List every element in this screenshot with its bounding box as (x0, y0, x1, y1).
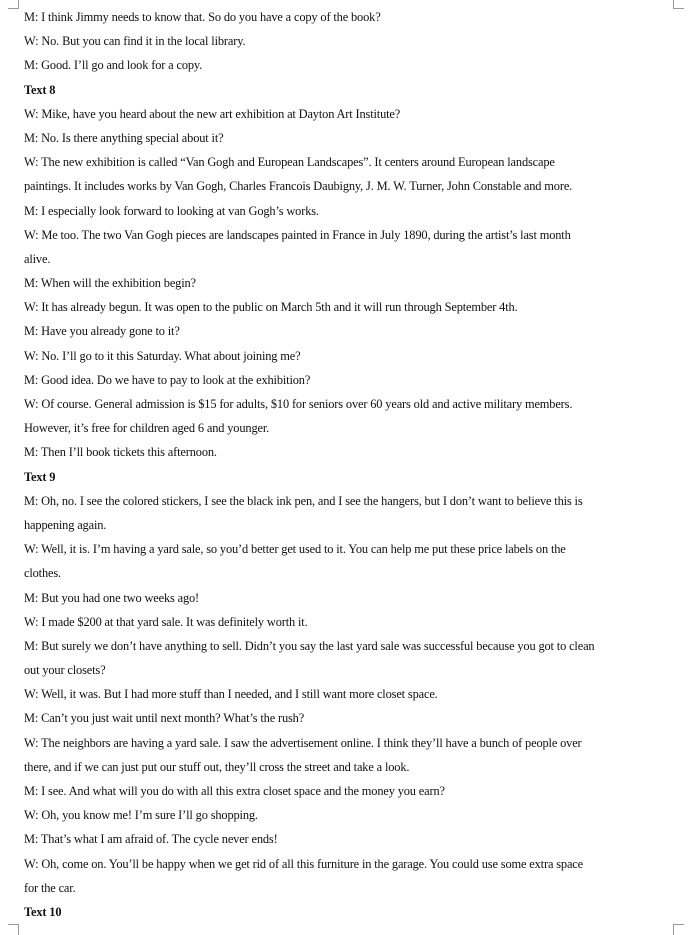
dialogue-line: M: Good idea. Do we have to pay to look at the exhibition? (24, 372, 311, 387)
dialogue-line: out your closets? (24, 663, 106, 678)
dialogue-line: M: That’s what I am afraid of. The cycle never ends! (24, 832, 278, 847)
dialogue-line: M: Good. I’ll go and look for a copy. (24, 58, 203, 73)
dialogue-line: M: When will the exhibition begin? (24, 276, 196, 291)
dialogue-line: M: I see. And what will you do with all this extra closet space and the money you earn? (24, 784, 445, 798)
dialogue-line: M: Oh, no. I see the colored stickers, I see the black ink pen, and I see the hangers, but I don’t want to believe this is (24, 493, 583, 508)
dialogue-line: M: Can’t you just wait until next month? What’s the rush? (24, 711, 305, 726)
page-corner-mark (673, 0, 684, 9)
dialogue-line: W: The new exhibition is called “Van Gogh and European Landscapes”. It centers around European landscape (24, 155, 555, 170)
dialogue-line: W: Mike, have you heard about the new art exhibition at Dayton Art Institute? (24, 106, 401, 121)
dialogue-line: paintings. It includes works by Van Gogh, Charles Francois Daubigny, J. M. W. Turner, John Constable and more. (24, 179, 573, 194)
dialogue-line: M: But you had one two weeks ago! (24, 590, 200, 605)
dialogue-line: W: Me too. The two Van Gogh pieces are landscapes painted in France in July 1890, during the artist’s last month (24, 227, 571, 242)
dialogue-line: M: Have you already gone to it? (24, 324, 180, 339)
dialogue-line: for the car. (24, 880, 76, 895)
dialogue-line: M: Then I’ll book tickets this afternoon. (24, 445, 217, 460)
dialogue-line: W: The neighbors are having a yard sale. I saw the advertisement online. I think they’ll have a bunch of people over (24, 735, 582, 750)
section-heading: Text 10 (24, 904, 62, 919)
dialogue-line: W: Oh, you know me! I’m sure I’ll go shopping. (24, 808, 258, 823)
dialogue-line: W: Oh, come on. You’ll be happy when we get rid of all this furniture in the garage. You could use some extra space (24, 856, 584, 871)
page-corner-mark (8, 0, 19, 9)
dialogue-line: W: I made $200 at that yard sale. It was definitely worth it. (24, 614, 308, 629)
document-body (24, 5, 664, 924)
dialogue-line: there, and if we can just put our stuff out, they’ll cross the street and take a look. (24, 759, 410, 774)
section-heading: Text 8 (24, 82, 56, 97)
dialogue-line: W: No. But you can find it in the local library. (24, 34, 246, 49)
dialogue-line: W: It has already begun. It was open to the public on March 5th and it will run through September 4th. (24, 300, 518, 315)
dialogue-line: M: I think Jimmy needs to know that. So do you have a copy of the book? (24, 10, 381, 24)
dialogue-line: W: Well, it is. I’m having a yard sale, so you’d better get used to it. You can help me put these price labels on the (24, 542, 566, 557)
dialogue-line: M: No. Is there anything special about it? (24, 130, 224, 145)
page-corner-mark (673, 924, 684, 935)
section-heading: Text 9 (24, 469, 56, 484)
dialogue-line: happening again. (24, 517, 107, 532)
dialogue-line: W: Well, it was. But I had more stuff than I needed, and I still want more closet space. (24, 687, 438, 702)
dialogue-line: W: Of course. General admission is $15 for adults, $10 for seniors over 60 years old and active military members. (24, 397, 573, 411)
dialogue-line: However, it’s free for children aged 6 and younger. (24, 421, 270, 436)
dialogue-line: alive. (24, 251, 51, 266)
dialogue-line: W: No. I’ll go to it this Saturday. What about joining me? (24, 348, 301, 363)
dialogue-line: M: But surely we don’t have anything to sell. Didn’t you say the last yard sale was successful because you got to clean (24, 638, 595, 653)
dialogue-line: clothes. (24, 566, 61, 581)
page-corner-mark (8, 924, 19, 935)
dialogue-line: M: I especially look forward to looking at van Gogh’s works. (24, 203, 319, 218)
